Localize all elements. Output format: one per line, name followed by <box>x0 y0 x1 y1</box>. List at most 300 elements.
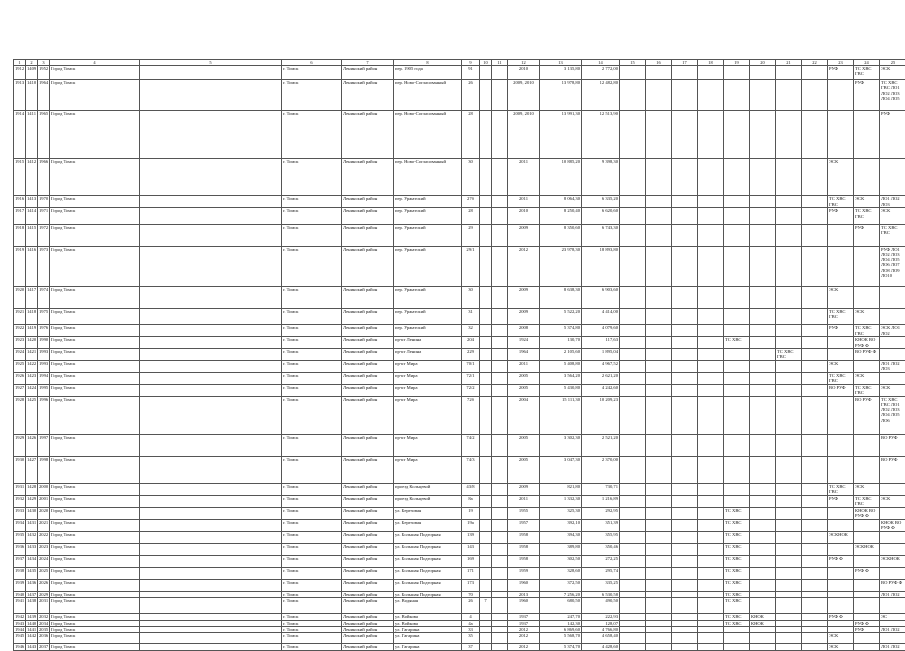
row-number-cell: 1943 <box>14 620 26 626</box>
blank-cell <box>140 246 282 286</box>
house-number-cell: 8а <box>462 495 480 507</box>
blank-cell <box>140 495 282 507</box>
street-cell: пр-кт Мира <box>394 384 462 396</box>
blank-cell <box>140 632 282 643</box>
living-area-cell: 6 335,20 <box>582 196 620 208</box>
column-number: 8 <box>394 60 462 66</box>
work-type-cell: РУФ Ф <box>828 555 854 567</box>
settlement-cell: г. Томск <box>282 225 342 247</box>
table-row <box>14 286 905 308</box>
work-type-cell <box>672 434 698 456</box>
work-type-cell <box>698 567 724 579</box>
year-cell: 1937 <box>508 620 540 626</box>
year-cell: 1958 <box>508 531 540 543</box>
settlement-cell: г. Томск <box>282 360 342 372</box>
work-type-cell <box>828 246 854 286</box>
table-row <box>14 308 905 325</box>
street-cell: пер. Уржатский <box>394 208 462 225</box>
row-number-cell: 1919 <box>14 246 26 286</box>
work-type-cell <box>880 337 905 348</box>
work-type-cell <box>698 396 724 434</box>
municipal-number-cell: 1419 <box>26 325 38 337</box>
living-area-cell: 117,63 <box>582 337 620 348</box>
year-cell: 1960 <box>508 579 540 591</box>
work-type-cell: ТС ХВС <box>724 555 750 567</box>
blank-cell <box>492 495 508 507</box>
living-area-cell: 6 903,60 <box>582 286 620 308</box>
work-type-cell <box>672 384 698 396</box>
work-type-cell <box>620 555 646 567</box>
municipal-number-cell: 1428 <box>26 483 38 495</box>
settlement-cell: г. Томск <box>282 384 342 396</box>
settlement-cell: г. Томск <box>282 111 342 159</box>
work-type-cell <box>724 286 750 308</box>
work-type-cell: РУФ <box>880 111 905 159</box>
work-type-cell <box>750 225 776 247</box>
municipal-number-cell: 1417 <box>26 286 38 308</box>
registry-number-cell: 2020 <box>38 507 50 519</box>
work-type-cell <box>620 80 646 111</box>
blank-cell <box>140 434 282 456</box>
house-number-cell: 31 <box>462 308 480 325</box>
district-cell: Ленинский район <box>342 196 394 208</box>
work-type-cell <box>750 567 776 579</box>
registry-number-cell: 1971 <box>38 208 50 225</box>
floors-cell <box>480 531 492 543</box>
municipality-cell: Город Томск <box>50 225 140 247</box>
work-type-cell <box>776 483 802 495</box>
municipality-cell: Город Томск <box>50 337 140 348</box>
work-type-cell <box>698 360 724 372</box>
district-cell: Ленинский район <box>342 225 394 247</box>
settlement-cell: г. Томск <box>282 620 342 626</box>
municipal-number-cell: 1414 <box>26 208 38 225</box>
work-type-cell <box>854 644 880 650</box>
table-row <box>14 495 905 507</box>
work-type-cell: ВО РУФ Ф <box>854 348 880 360</box>
row-number-cell: 1945 <box>14 632 26 643</box>
total-area-cell: 392,10 <box>540 519 582 531</box>
living-area-cell: 1 216,89 <box>582 495 620 507</box>
work-type-cell <box>698 208 724 225</box>
table-row <box>14 434 905 456</box>
work-type-cell <box>750 348 776 360</box>
municipal-number-cell: 1424 <box>26 384 38 396</box>
work-type-cell <box>646 348 672 360</box>
total-area-cell: 10 885,20 <box>540 159 582 196</box>
settlement-cell: г. Томск <box>282 348 342 360</box>
blank-cell <box>140 66 282 80</box>
house-number-cell: 173 <box>462 579 480 591</box>
table-row <box>14 325 905 337</box>
registry-number-cell: 2000 <box>38 483 50 495</box>
district-cell: Ленинский район <box>342 626 394 632</box>
blank-cell <box>140 80 282 111</box>
work-type-cell <box>672 579 698 591</box>
work-type-cell <box>828 597 854 614</box>
work-type-cell <box>750 632 776 643</box>
work-type-cell: РУФ Ф <box>854 620 880 626</box>
work-type-cell <box>802 286 828 308</box>
table-row <box>14 579 905 591</box>
municipal-number-cell: 1438 <box>26 597 38 614</box>
street-cell: пр-кт Мира <box>394 396 462 434</box>
municipal-number-cell: 1435 <box>26 567 38 579</box>
work-type-cell <box>646 325 672 337</box>
work-type-cell: ЭСК <box>828 360 854 372</box>
living-area-cell: 222,93 <box>582 614 620 620</box>
municipality-cell: Город Томск <box>50 159 140 196</box>
work-type-cell <box>724 80 750 111</box>
table-row <box>14 396 905 434</box>
settlement-cell: г. Томск <box>282 495 342 507</box>
work-type-cell <box>750 483 776 495</box>
house-number-cell: 74/2 <box>462 434 480 456</box>
district-cell: Ленинский район <box>342 614 394 620</box>
year-cell: 2005 <box>508 434 540 456</box>
work-type-cell <box>724 396 750 434</box>
work-type-cell <box>646 286 672 308</box>
blank-cell <box>492 348 508 360</box>
work-type-cell <box>854 597 880 614</box>
table-row <box>14 80 905 111</box>
blank-cell <box>492 519 508 531</box>
work-type-cell: РУФ <box>828 208 854 225</box>
blank-cell <box>140 325 282 337</box>
blank-cell <box>492 325 508 337</box>
table-body <box>14 60 905 651</box>
work-type-cell: ЛО1 ЛО2 <box>880 591 905 597</box>
work-type-cell <box>880 507 905 519</box>
blank-cell <box>492 555 508 567</box>
district-cell: Ленинский район <box>342 360 394 372</box>
municipal-number-cell: 1437 <box>26 591 38 597</box>
street-cell: ул. Водяная <box>394 597 462 614</box>
total-area-cell: 247,70 <box>540 614 582 620</box>
floors-cell <box>480 225 492 247</box>
work-type-cell <box>620 348 646 360</box>
registry-number-cell: 2021 <box>38 519 50 531</box>
work-type-cell <box>776 384 802 396</box>
work-type-cell: ЛО1 ЛО2 <box>880 644 905 650</box>
work-type-cell: ТС ХВС ГВС <box>854 66 880 80</box>
year-cell: 2013 <box>508 591 540 597</box>
work-type-cell <box>880 483 905 495</box>
work-type-cell <box>828 111 854 159</box>
house-number-cell: 37 <box>462 644 480 650</box>
blank-cell <box>492 80 508 111</box>
district-cell: Ленинский район <box>342 591 394 597</box>
living-area-cell: 350,46 <box>582 543 620 555</box>
street-cell: ул. Гагарина <box>394 632 462 643</box>
work-type-cell <box>672 196 698 208</box>
district-cell: Ленинский район <box>342 384 394 396</box>
work-type-cell: ТС ХВС <box>724 543 750 555</box>
blank-cell <box>492 196 508 208</box>
year-cell: 2012 <box>508 626 540 632</box>
municipal-number-cell: 1441 <box>26 626 38 632</box>
work-type-cell <box>620 225 646 247</box>
municipal-number-cell: 1420 <box>26 337 38 348</box>
year-cell: 2012 <box>508 644 540 650</box>
work-type-cell <box>802 325 828 337</box>
street-cell: пр-кт Ленина <box>394 348 462 360</box>
row-number-cell: 1924 <box>14 348 26 360</box>
municipality-cell: Город Томск <box>50 597 140 614</box>
work-type-cell <box>776 507 802 519</box>
work-type-cell: ТС ХВС <box>724 531 750 543</box>
work-type-cell <box>672 567 698 579</box>
row-number-cell: 1913 <box>14 80 26 111</box>
year-cell: 2011 <box>508 196 540 208</box>
work-type-cell <box>672 337 698 348</box>
year-cell: 2012 <box>508 246 540 286</box>
floors-cell: 7 <box>480 597 492 614</box>
year-cell: 2004 <box>508 396 540 434</box>
row-number-cell: 1941 <box>14 597 26 614</box>
floors-cell <box>480 196 492 208</box>
work-type-cell <box>620 360 646 372</box>
house-number-cell: 143 <box>462 543 480 555</box>
work-type-cell <box>672 80 698 111</box>
total-area-cell: 130,70 <box>540 337 582 348</box>
work-type-cell: КНОК ВО РУФ Ф <box>854 507 880 519</box>
work-type-cell: РУФ ЛО1 ЛО2 ЛО3 ЛО4 ЛО5 ЛО6 ЛО7 ЛО8 ЛО9 ЛО10 <box>880 246 905 286</box>
living-area-cell: 292,95 <box>582 507 620 519</box>
work-type-cell <box>880 632 905 643</box>
work-type-cell <box>646 519 672 531</box>
work-type-cell: КНОК ВО РУФ Ф <box>854 337 880 348</box>
work-type-cell <box>750 396 776 434</box>
work-type-cell <box>620 384 646 396</box>
work-type-cell: КНОК ВО РУФ Ф <box>880 519 905 531</box>
total-area-cell: 3 047,30 <box>540 456 582 483</box>
blank-cell <box>140 483 282 495</box>
table-row <box>14 597 905 614</box>
work-type-cell: РУФ <box>828 66 854 80</box>
table-row <box>14 507 905 519</box>
row-number-cell: 1923 <box>14 337 26 348</box>
house-number-cell: 72б <box>462 396 480 434</box>
work-type-cell <box>698 246 724 286</box>
table-row <box>14 225 905 247</box>
municipal-number-cell: 1433 <box>26 543 38 555</box>
total-area-cell: 3 135,80 <box>540 66 582 80</box>
work-type-cell <box>854 579 880 591</box>
municipal-number-cell: 1432 <box>26 531 38 543</box>
house-number-cell: 29/1 <box>462 246 480 286</box>
work-type-cell <box>802 208 828 225</box>
work-type-cell <box>620 286 646 308</box>
work-type-cell: ЛО1 ЛО2 ЛО3 <box>880 360 905 372</box>
year-cell: 2011 <box>508 159 540 196</box>
house-number-cell: 91 <box>462 66 480 80</box>
work-type-cell <box>646 372 672 384</box>
work-type-cell <box>698 80 724 111</box>
row-number-cell: 1944 <box>14 626 26 632</box>
work-type-cell <box>646 456 672 483</box>
work-type-cell <box>828 543 854 555</box>
street-cell: ул. Гагарина <box>394 644 462 650</box>
district-cell: Ленинский район <box>342 531 394 543</box>
municipal-number-cell: 1442 <box>26 632 38 643</box>
work-type-cell: ЭСКНОК <box>854 543 880 555</box>
work-type-cell: ЭСК <box>828 632 854 643</box>
work-type-cell <box>646 159 672 196</box>
work-type-cell: ЭСК <box>880 208 905 225</box>
municipality-cell: Город Томск <box>50 483 140 495</box>
work-type-cell <box>698 348 724 360</box>
settlement-cell: г. Томск <box>282 434 342 456</box>
district-cell: Ленинский район <box>342 483 394 495</box>
row-number-cell: 1918 <box>14 225 26 247</box>
floors-cell <box>480 543 492 555</box>
floors-cell <box>480 519 492 531</box>
house-number-cell: 26 <box>462 80 480 111</box>
district-cell: Ленинский район <box>342 308 394 325</box>
work-type-cell <box>646 384 672 396</box>
work-type-cell <box>802 644 828 650</box>
work-type-cell <box>724 632 750 643</box>
blank-cell <box>492 159 508 196</box>
column-number: 6 <box>282 60 342 66</box>
settlement-cell: г. Томск <box>282 507 342 519</box>
work-type-cell <box>646 507 672 519</box>
settlement-cell: г. Томск <box>282 591 342 597</box>
work-type-cell <box>620 456 646 483</box>
column-number: 7 <box>342 60 394 66</box>
blank-cell <box>140 543 282 555</box>
row-number-cell: 1934 <box>14 519 26 531</box>
work-type-cell <box>672 225 698 247</box>
total-area-cell: 13 991,30 <box>540 111 582 159</box>
floors-cell <box>480 495 492 507</box>
work-type-cell <box>802 555 828 567</box>
work-type-cell: ЭСК <box>854 483 880 495</box>
work-type-cell <box>646 597 672 614</box>
column-number: 5 <box>140 60 282 66</box>
work-type-cell <box>698 531 724 543</box>
work-type-cell: РУФ <box>854 80 880 111</box>
house-number-cell: 43/8 <box>462 483 480 495</box>
municipal-number-cell: 1443 <box>26 644 38 650</box>
settlement-cell: г. Томск <box>282 325 342 337</box>
municipality-cell: Город Томск <box>50 626 140 632</box>
total-area-cell: 3 564,20 <box>540 372 582 384</box>
work-type-cell <box>776 434 802 456</box>
work-type-cell <box>776 597 802 614</box>
work-type-cell <box>646 555 672 567</box>
house-number-cell: 139 <box>462 531 480 543</box>
registry-number-cell: 1993 <box>38 360 50 372</box>
table-row <box>14 555 905 567</box>
work-type-cell <box>698 507 724 519</box>
municipal-number-cell: 1440 <box>26 620 38 626</box>
municipality-cell: Город Томск <box>50 396 140 434</box>
municipal-number-cell: 1425 <box>26 396 38 434</box>
table-row <box>14 337 905 348</box>
living-area-cell: 128,07 <box>582 620 620 626</box>
work-type-cell <box>854 434 880 456</box>
house-number-cell: 28 <box>462 208 480 225</box>
street-cell: проезд Кольцевой <box>394 495 462 507</box>
work-type-cell <box>854 632 880 643</box>
settlement-cell: г. Томск <box>282 626 342 632</box>
total-area-cell: 6 869,60 <box>540 626 582 632</box>
settlement-cell: г. Томск <box>282 632 342 643</box>
blank-cell <box>140 360 282 372</box>
table-row <box>14 246 905 286</box>
column-number: 15 <box>620 60 646 66</box>
street-cell: ул. Березовая <box>394 519 462 531</box>
settlement-cell: г. Томск <box>282 308 342 325</box>
work-type-cell <box>828 80 854 111</box>
municipal-number-cell: 1409 <box>26 66 38 80</box>
work-type-cell <box>698 196 724 208</box>
work-type-cell <box>646 246 672 286</box>
street-cell: пер. Ново-Согласованный <box>394 159 462 196</box>
municipality-cell: Город Томск <box>50 246 140 286</box>
work-type-cell: РУФ Ф <box>828 614 854 620</box>
registry-number-cell: 1993 <box>38 348 50 360</box>
living-area-cell: 272,25 <box>582 555 620 567</box>
district-cell: Ленинский район <box>342 567 394 579</box>
row-number-cell: 1920 <box>14 286 26 308</box>
house-number-cell: 29 <box>462 225 480 247</box>
row-number-cell: 1914 <box>14 111 26 159</box>
settlement-cell: г. Томск <box>282 483 342 495</box>
work-type-cell <box>672 396 698 434</box>
street-cell: пер. Ново-Согласованный <box>394 111 462 159</box>
work-type-cell <box>620 159 646 196</box>
work-type-cell <box>776 372 802 384</box>
work-type-cell <box>802 360 828 372</box>
year-cell: 2005 <box>508 384 540 396</box>
work-type-cell <box>620 372 646 384</box>
work-type-cell <box>880 531 905 543</box>
blank-cell <box>140 519 282 531</box>
table-row <box>14 360 905 372</box>
work-type-cell <box>880 372 905 384</box>
work-type-cell <box>750 246 776 286</box>
work-type-cell <box>776 495 802 507</box>
district-cell: Ленинский район <box>342 519 394 531</box>
floors-cell <box>480 579 492 591</box>
street-cell: ул. Большая Подгорная <box>394 555 462 567</box>
year-cell: 1958 <box>508 555 540 567</box>
work-type-cell <box>750 597 776 614</box>
total-area-cell: 389,80 <box>540 543 582 555</box>
blank-cell <box>492 208 508 225</box>
work-type-cell <box>880 597 905 614</box>
municipality-cell: Город Томск <box>50 495 140 507</box>
work-type-cell: ТС ХВС <box>724 614 750 620</box>
year-cell: 2005 <box>508 372 540 384</box>
registry-number-cell: 1964 <box>38 80 50 111</box>
house-number-cell: 171 <box>462 567 480 579</box>
row-number-cell: 1928 <box>14 396 26 434</box>
work-type-cell: ТС ХВС ГВС <box>854 325 880 337</box>
work-type-cell <box>828 507 854 519</box>
municipality-cell: Город Томск <box>50 372 140 384</box>
settlement-cell: г. Томск <box>282 456 342 483</box>
work-type-cell <box>724 456 750 483</box>
work-type-cell <box>672 644 698 650</box>
work-type-cell <box>802 225 828 247</box>
row-number-cell: 1931 <box>14 483 26 495</box>
municipality-cell: Город Томск <box>50 325 140 337</box>
total-area-cell: 8 250,40 <box>540 208 582 225</box>
